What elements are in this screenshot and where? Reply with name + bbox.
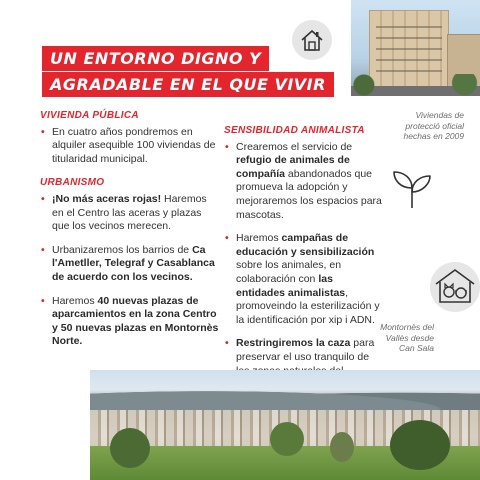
right-column: [224, 124, 384, 402]
photo-caption-housing: Viviendas de protecció oficial hechas en 2009: [403, 110, 464, 141]
left-column: [40, 109, 220, 359]
page-title-line-2: AGRADABLE EN EL QUE VIVIR: [42, 72, 334, 97]
photo-caption-town: Montornès del Vallès desde Can Sala: [380, 322, 434, 353]
section-title-urbanismo: URBANISMO: [40, 177, 105, 189]
list-item: • Restringiremos la caza para preservar el uso tranquilo de: [224, 337, 384, 391]
page-title-line-1: UN ENTORNO DIGNO Y: [42, 46, 269, 71]
list-item: • Urbanizaremos los barrios de Ca l'Ametller, Telegraf y Casablanca de acuerdo con los vecinos.: [40, 244, 220, 285]
list-item: • Haremos campañas de educación y sensibilización sobre los animales, en colaboración con las entidades animalistas, promoveindo la esterilización y la identificación por xip i ADN.: [224, 232, 384, 327]
list-item: • En cuatro años pondremos en alquiler asequible 100 viviendas de titularidad municipal.: [40, 126, 220, 167]
list-item: • ¡No más aceras rojas! Haremos en el Centro las aceras y plazas que los vecinos merecen.: [40, 193, 220, 234]
section-title-vivienda: VIVIENDA PÚBLICA: [40, 110, 139, 121]
section-title-animalista: SENSIBILIDAD ANIMALISTA: [224, 125, 365, 136]
town-landscape-photo: [90, 370, 480, 480]
apartment-building-photo: [351, 0, 480, 96]
list-item: • Crearemos el servicio de refugio de animales de compañía abandonados que promueva la adopción y mejoraremos los espacios para mascotas.: [224, 141, 384, 223]
pets-house-icon: [430, 262, 480, 312]
plant-icon: [388, 164, 436, 212]
list-item: • Haremos 40 nuevas plazas de aparcamientos en la zona Centro y 50 nuevas plazas en Montornès Norte.: [40, 295, 220, 349]
house-icon: [292, 20, 332, 60]
